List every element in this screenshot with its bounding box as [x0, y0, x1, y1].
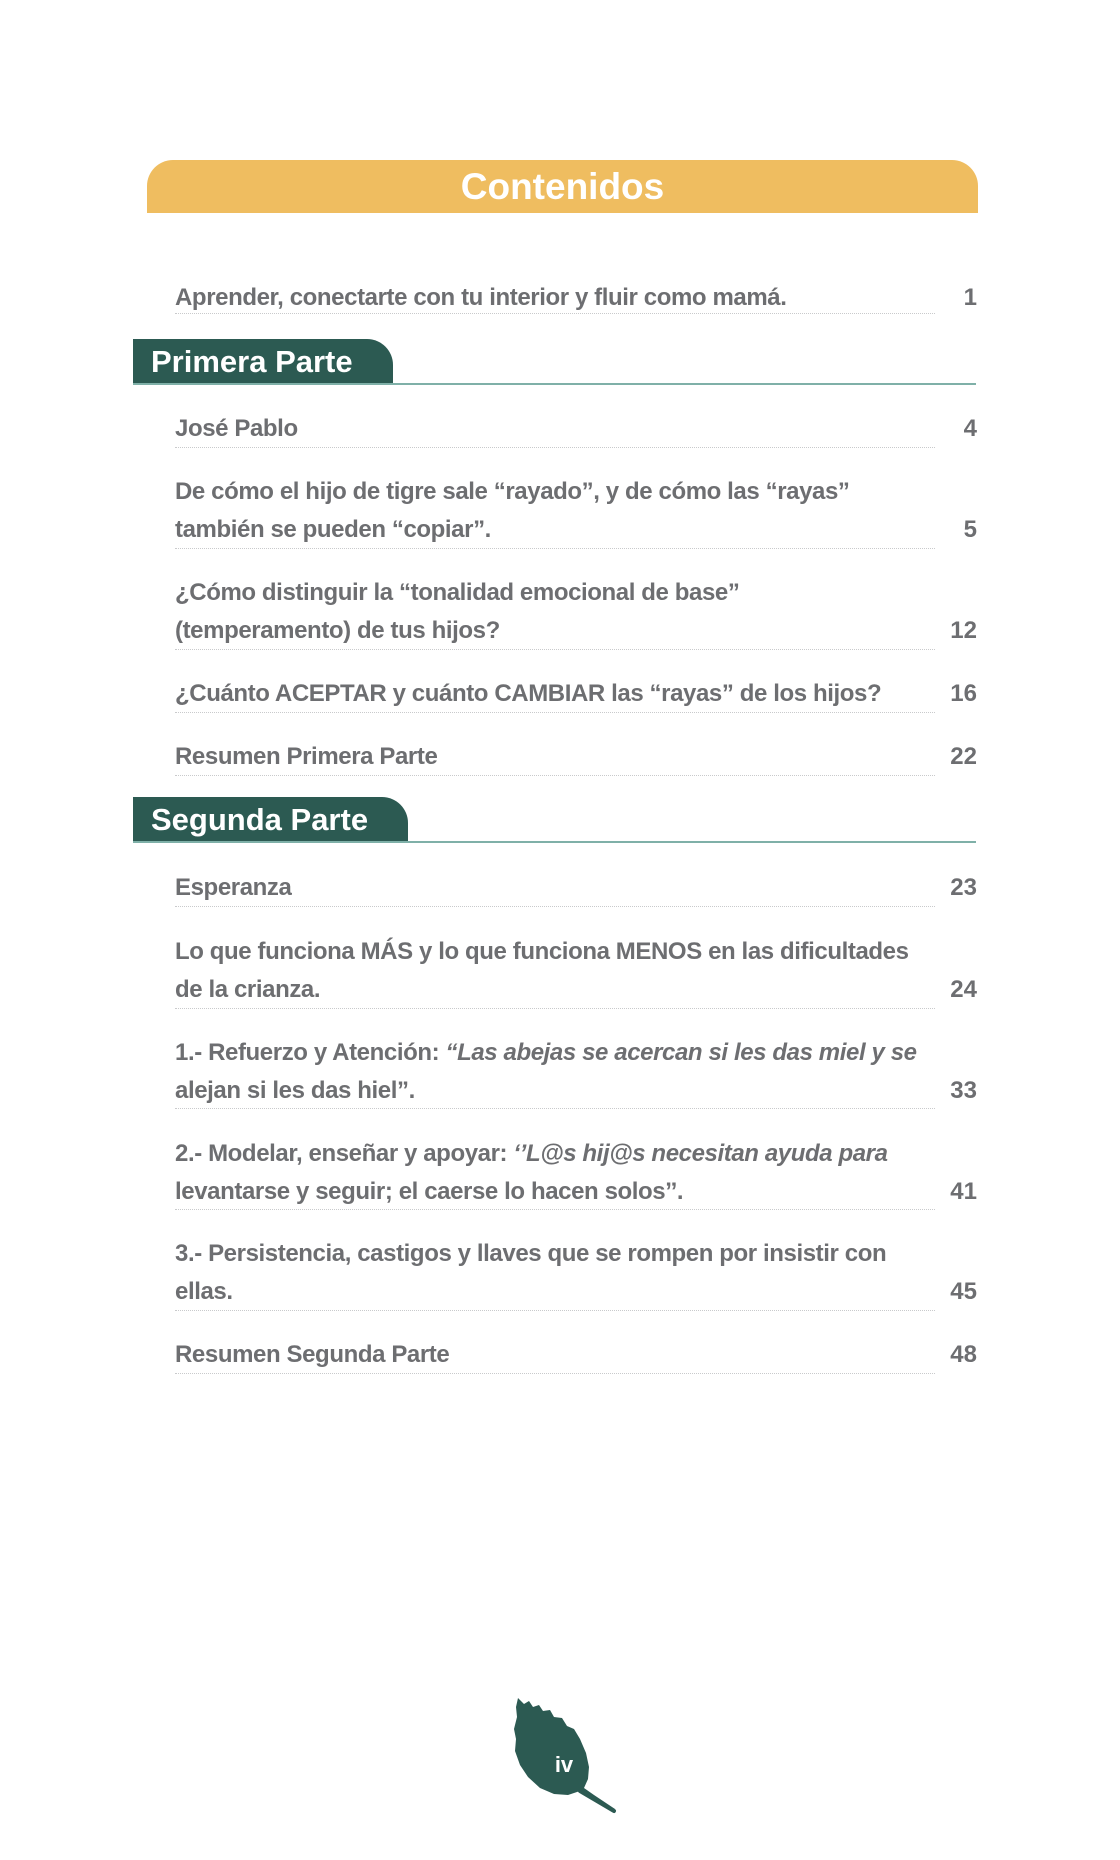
toc-entry-title: ¿Cuánto ACEPTAR y cuánto CAMBIAR las “rayas” de los hijos? — [175, 680, 882, 707]
dotted-leader — [175, 712, 935, 713]
toc-entry[interactable] — [175, 675, 977, 713]
dotted-leader — [175, 447, 935, 448]
toc-entry-title-regular: 1.- Refuerzo y Atención: — [175, 1039, 446, 1066]
toc-entry-title: Resumen Primera Parte — [175, 743, 438, 770]
toc-entry[interactable] — [175, 473, 977, 549]
toc-entry-page: 24 — [950, 976, 977, 1003]
toc-entry[interactable] — [175, 1336, 977, 1374]
part-tab-segunda — [133, 797, 408, 841]
toc-entry-title-line2: alejan si les das hiel”. — [175, 1077, 415, 1104]
dotted-leader — [175, 1008, 935, 1009]
toc-entry-page: 33 — [950, 1077, 977, 1104]
part-rule — [133, 841, 976, 843]
toc-entry[interactable] — [175, 1034, 977, 1110]
toc-entry-title: José Pablo — [175, 415, 298, 442]
toc-entry-page: 16 — [950, 680, 977, 707]
toc-entry-title-line1 — [175, 1135, 977, 1173]
dotted-leader — [175, 1108, 935, 1109]
toc-entry-title-line1: Lo que funciona MÁS y lo que funciona MENOS en las dificultades — [175, 938, 909, 965]
toc-entry-title-line2: levantarse y seguir; el caerse lo hacen solos’’. — [175, 1178, 684, 1205]
toc-entry-quote: ‘’L@s hij@s necesitan ayuda para — [513, 1140, 888, 1167]
toc-entry[interactable] — [175, 1135, 977, 1211]
toc-entry-title-line1: ¿Cómo distinguir la “tonalidad emocional de base” — [175, 579, 740, 606]
toc-entry-title: Aprender, conectarte con tu interior y fluir como mamá. — [175, 284, 787, 311]
toc-entry-title-line1 — [175, 1034, 977, 1072]
toc-entry-page: 1 — [963, 284, 977, 311]
toc-entry-page: 48 — [950, 1341, 977, 1368]
toc-entry-page: 41 — [950, 1178, 977, 1205]
dotted-leader — [175, 313, 935, 314]
toc-entry-title-regular: 2.- Modelar, enseñar y apoyar: — [175, 1140, 514, 1167]
dotted-leader — [175, 775, 935, 776]
toc-entry-title-line1: De cómo el hijo de tigre sale “rayado”, y de cómo las “rayas” — [175, 478, 850, 505]
dotted-leader — [175, 649, 935, 650]
toc-entry-page: 5 — [963, 516, 977, 543]
toc-entry-title-line2: ellas. — [175, 1278, 233, 1305]
toc-entry-title-line2: también se pueden “copiar”. — [175, 516, 491, 543]
toc-entry-title-line2: (temperamento) de tus hijos? — [175, 617, 500, 644]
toc-entry-page: 4 — [963, 415, 977, 442]
page-title: Contenidos — [460, 166, 665, 207]
part-rule — [133, 383, 976, 385]
contents-banner — [147, 160, 978, 213]
toc-entry-intro[interactable] — [175, 279, 977, 317]
toc-entry[interactable] — [175, 1235, 977, 1311]
part-tab-primera — [133, 339, 393, 383]
dotted-leader — [175, 1310, 935, 1311]
dotted-leader — [175, 906, 935, 907]
toc-entry-page: 22 — [950, 743, 977, 770]
toc-entry-page: 23 — [950, 874, 977, 901]
dotted-leader — [175, 1209, 935, 1210]
toc-entry-title-line2: de la crianza. — [175, 976, 321, 1003]
toc-entry-page: 12 — [950, 617, 977, 644]
toc-entry-quote: “Las abejas se acercan si les das miel y se — [445, 1039, 917, 1066]
page-number: iv — [554, 1752, 574, 1777]
toc-entry[interactable] — [175, 869, 977, 907]
toc-entry[interactable] — [175, 738, 977, 776]
toc-entry-title-line1: 3.- Persistencia, castigos y llaves que se rompen por insistir con — [175, 1240, 887, 1267]
toc-entry-title: Esperanza — [175, 874, 292, 901]
toc-entry-title: Resumen Segunda Parte — [175, 1341, 450, 1368]
dotted-leader — [175, 548, 935, 549]
part-label: Segunda Parte — [151, 802, 369, 837]
toc-entry[interactable] — [175, 574, 977, 650]
toc-entry-page: 45 — [950, 1278, 977, 1305]
part-label: Primera Parte — [151, 344, 353, 379]
dotted-leader — [175, 1373, 935, 1374]
toc-entry[interactable] — [175, 933, 977, 1009]
toc-entry[interactable] — [175, 410, 977, 448]
